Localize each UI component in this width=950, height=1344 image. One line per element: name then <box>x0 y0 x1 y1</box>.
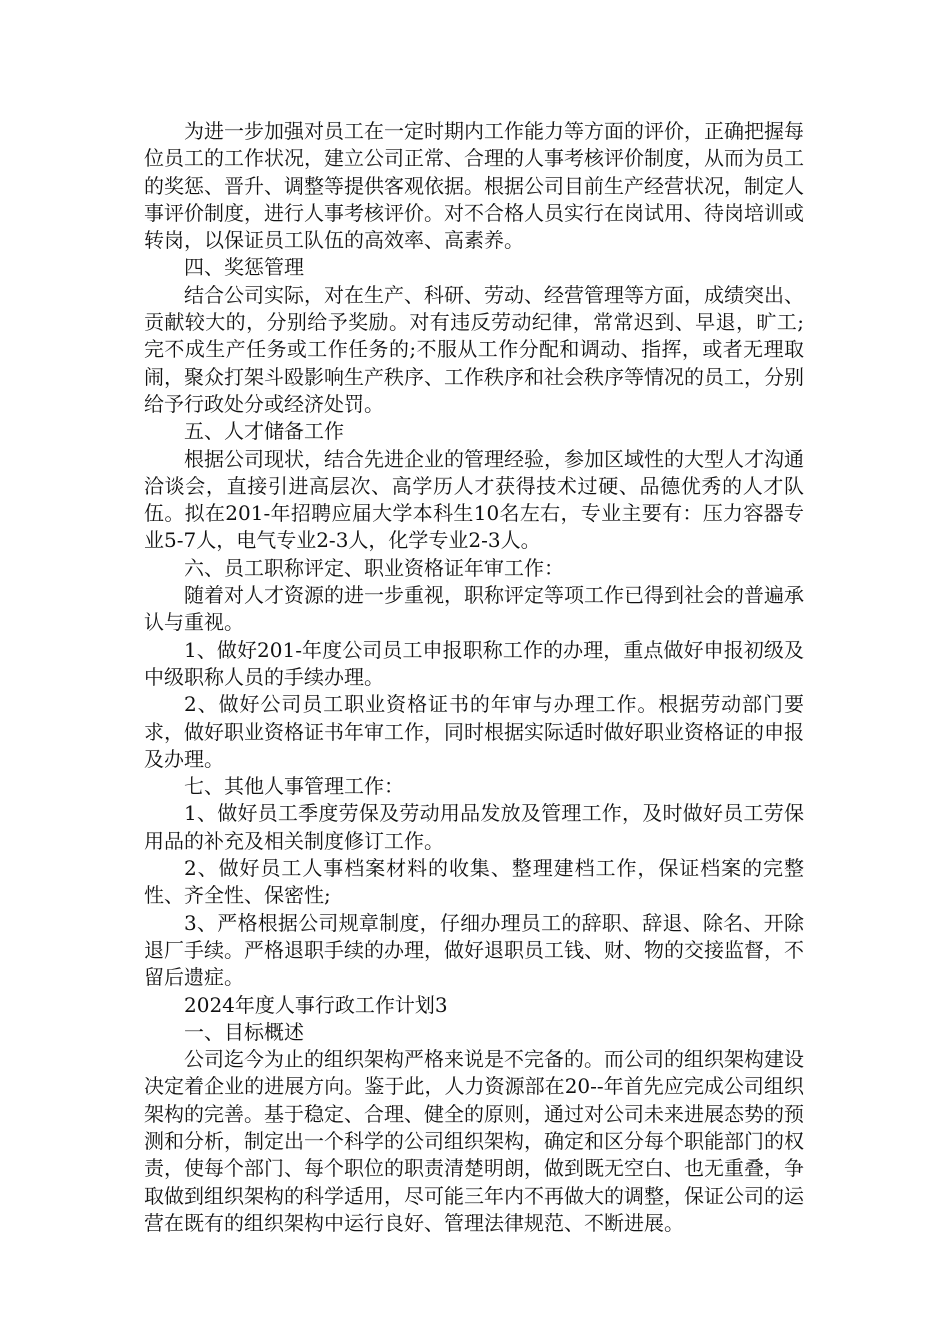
heading-other-hr-work: 七、其他人事管理工作： <box>184 774 404 799</box>
heading-talent-reserve: 五、人才储备工作 <box>184 419 344 444</box>
list-item-personnel-archives: 2、做好员工人事档案材料的收集、整理建档工作，保证档案的完整性、齐全性、保密性; <box>144 856 804 908</box>
list-item-labor-protection: 1、做好员工季度劳保及劳动用品发放及管理工作，及时做好员工劳保用品的补充及相关制度修订工作。 <box>144 801 804 853</box>
heading-goal-overview: 一、目标概述 <box>184 1019 304 1044</box>
heading-title-certification: 六、员工职称评定、职业资格证年审工作： <box>184 555 564 580</box>
list-item-certificate-review: 2、做好公司员工职业资格证书的年审与办理工作。根据劳动部门要求，做好职业资格证书年审工作，同时根据实际适时做好职业资格证的申报及办理。 <box>144 692 804 771</box>
heading-rewards-punishments: 四、奖惩管理 <box>184 255 304 280</box>
paragraph-organization-structure: 公司迄今为止的组织架构严格来说是不完备的。而公司的组织架构建设决定着企业的进展方向。鉴于此，人力资源部在20--年首先应完成公司组织架构的完善。基于稳定、合理、健全的原则，通过对公司未来进展态势的预测和分析，制定出一个科学的公司组织架构，确定和区分每个职能部门的权责，使每个部门、每个职位的职责清楚明朗，做到既无空白、也无重叠，争取做到组织架构的科学适用，尽可能三年内不再做大的调整，保证公司的运营在既有的组织架构中运行良好、管理法律规范、不断进展。 <box>144 1047 804 1235</box>
section-title-plan-3: 2024年度人事行政工作计划3 <box>184 992 448 1017</box>
paragraph-talent-reserve: 根据公司现状，结合先进企业的管理经验，参加区域性的大型人才沟通洽谈会，直接引进高层次、高学历人才获得技术过硬、品德优秀的人才队伍。拟在201-年招聘应届大学本科生10名左右，专业主要有：压力容器专业5-7人，电气专业2-3人，化学专业2-3人。 <box>144 446 804 553</box>
paragraph-evaluation-system: 为进一步加强对员工在一定时期内工作能力等方面的评价，正确把握每位员工的工作状况，建立公司正常、合理的人事考核评价制度，从而为员工的奖惩、晋升、调整等提供客观依据。根据公司目前生产经营状况，制定人事评价制度，进行人事考核评价。对不合格人员实行在岗试用、待岗培训或转岗，以保证员工队伍的高效率、高素养。 <box>144 119 804 253</box>
document-body <box>144 118 804 1237</box>
list-item-title-application: 1、做好201-年度公司员工申报职称工作的办理，重点做好申报初级及中级职称人员的手续办理。 <box>144 637 804 689</box>
paragraph-title-certification-intro: 随着对人才资源的进一步重视，职称评定等项工作已得到社会的普遍承认与重视。 <box>144 583 804 635</box>
list-item-resignation-procedures: 3、严格根据公司规章制度，仔细办理员工的辞职、辞退、除名、开除退厂手续。严格退职手续的办理，做好退职员工钱、财、物的交接监督，不留后遗症。 <box>144 910 804 990</box>
paragraph-rewards-punishments: 结合公司实际，对在生产、科研、劳动、经营管理等方面，成绩突出、贡献较大的，分别给予奖励。对有违反劳动纪律，常常迟到、早退，旷工;完不成生产任务或工作任务的;不服从工作分配和调动、指挥，或者无理取闹，聚众打架斗殴影响生产秩序、工作秩序和社会秩序等情况的员工，分别给予行政处分或经济处罚。 <box>144 282 804 416</box>
